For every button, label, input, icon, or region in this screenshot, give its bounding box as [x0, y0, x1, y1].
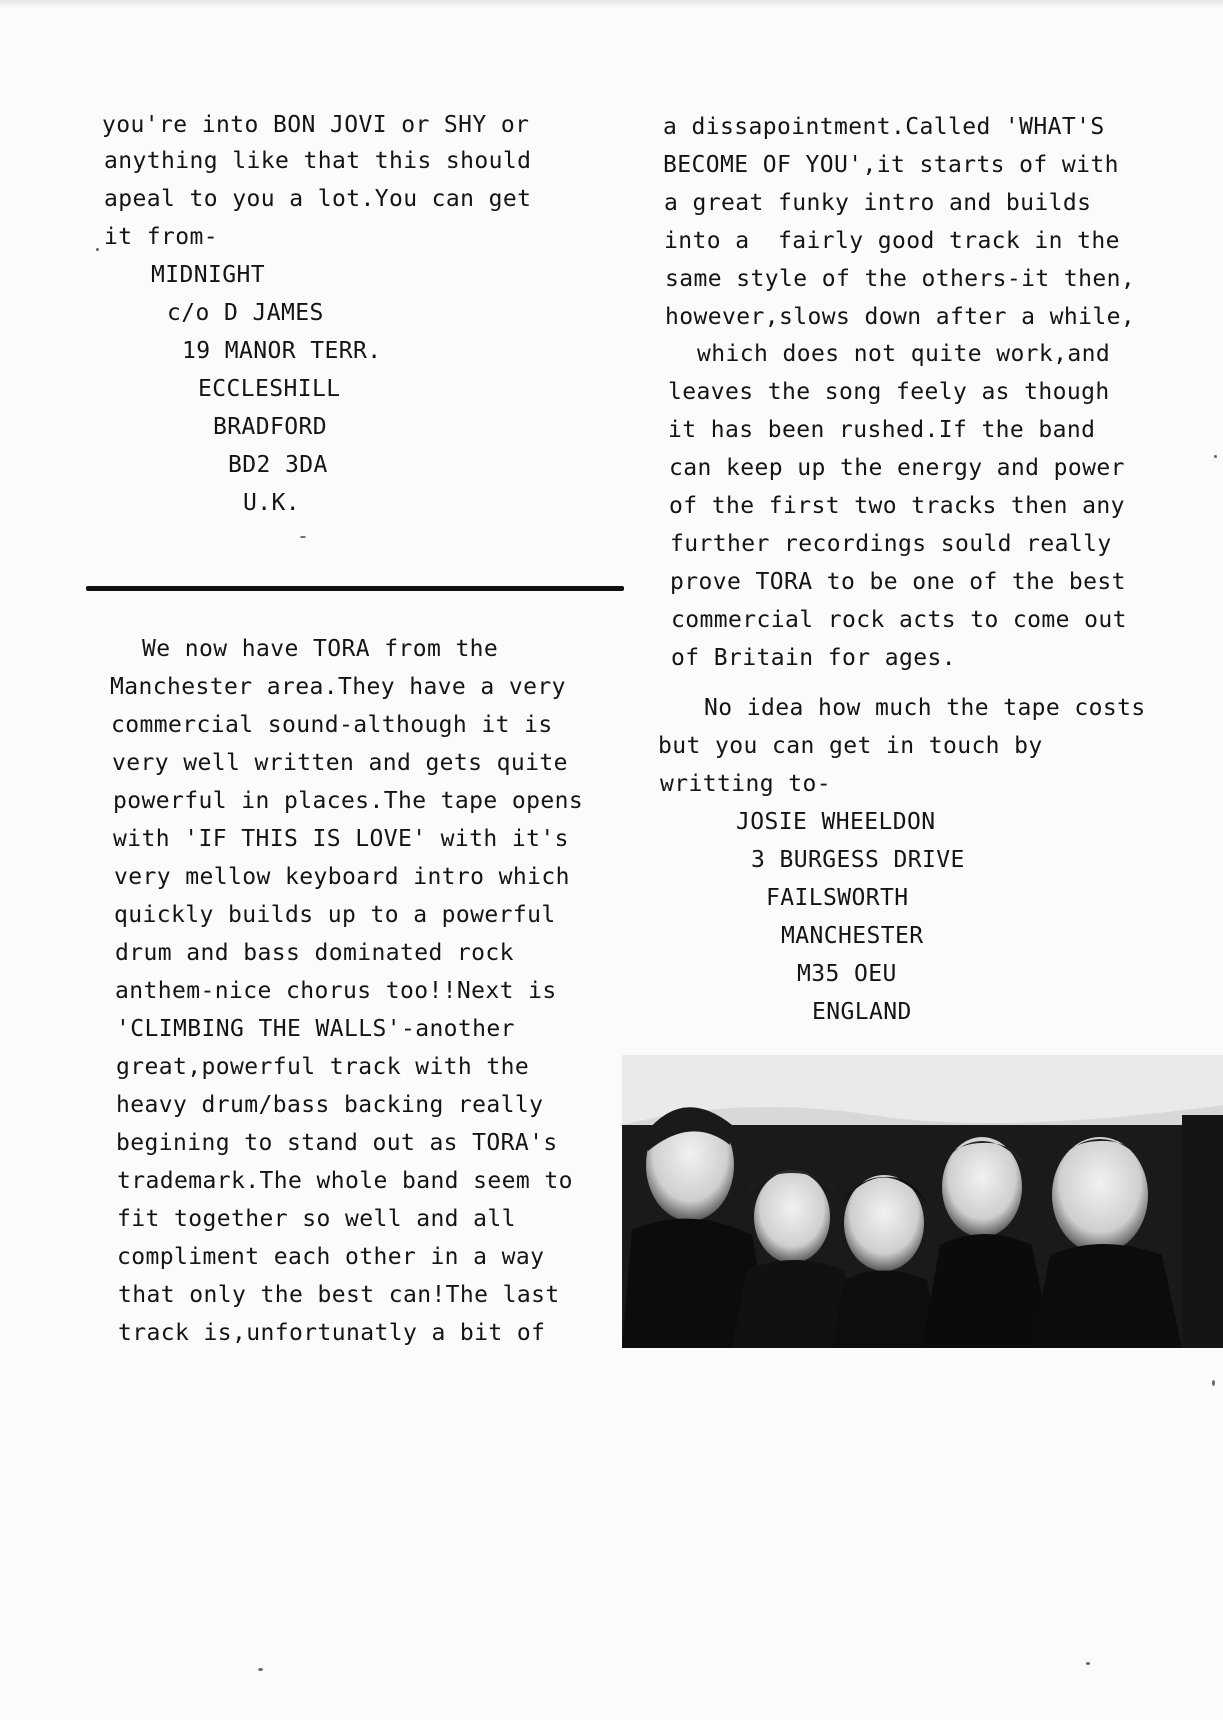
text-line: however,slows down after a while,: [665, 304, 1136, 330]
text-line: begining to stand out as TORA's: [116, 1130, 558, 1156]
text-line: heavy drum/bass backing really: [116, 1092, 544, 1118]
text-line: a dissapointment.Called 'WHAT'S: [663, 114, 1105, 140]
text-line: powerful in places.The tape opens: [113, 788, 584, 814]
address-line: BRADFORD: [213, 414, 327, 440]
text-line: We now have TORA from the: [142, 636, 499, 662]
band-photo-graphic: [622, 1055, 1223, 1348]
text-line: can keep up the energy and power: [669, 455, 1125, 481]
text-line: anthem-nice chorus too!!Next is: [115, 978, 557, 1004]
address-line: M35 OEU: [797, 961, 897, 987]
scan-speck: [1212, 1380, 1215, 1386]
address-line: JOSIE WHEELDON: [736, 809, 936, 835]
scan-speck: [1086, 1662, 1090, 1665]
address-line: 19 MANOR TERR.: [182, 338, 382, 364]
text-line: commercial sound-although it is: [111, 712, 553, 738]
text-line: which does not quite work,and: [697, 341, 1111, 367]
text-line: track is,unfortunatly a bit of: [118, 1320, 546, 1346]
text-line: No idea how much the tape costs: [704, 695, 1146, 721]
text-line: of the first two tracks then any: [669, 493, 1125, 519]
text-line: you're into BON JOVI or SHY or: [102, 112, 530, 138]
text-line: quickly builds up to a powerful: [114, 902, 556, 928]
text-line: 'CLIMBING THE WALLS'-another: [116, 1016, 515, 1042]
section-divider: [86, 586, 624, 591]
address-line: ENGLAND: [812, 999, 912, 1025]
text-line: it from-: [104, 224, 218, 250]
address-line: MIDNIGHT: [151, 262, 265, 288]
text-line: same style of the others-it then,: [665, 266, 1136, 292]
address-line: ECCLESHILL: [198, 376, 341, 402]
address-line: FAILSWORTH: [766, 885, 909, 911]
address-line: MANCHESTER: [781, 923, 924, 949]
scan-speck: [96, 248, 99, 251]
text-line: very mellow keyboard intro which: [114, 864, 570, 890]
text-line: commercial rock acts to come out: [671, 607, 1127, 633]
scan-edge: [0, 0, 1223, 8]
scan-speck: [300, 536, 306, 538]
text-line: that only the best can!The last: [118, 1282, 560, 1308]
text-line: BECOME OF YOU',it starts of with: [663, 152, 1119, 178]
text-line: drum and bass dominated rock: [115, 940, 514, 966]
text-line: compliment each other in a way: [117, 1244, 545, 1270]
address-line: c/o D JAMES: [167, 300, 324, 326]
text-line: great,powerful track with the: [116, 1054, 530, 1080]
address-line: BD2 3DA: [228, 452, 328, 478]
scan-speck: [258, 1668, 263, 1671]
text-line: with 'IF THIS IS LOVE' with it's: [113, 826, 569, 852]
text-line: trademark.The whole band seem to: [117, 1168, 573, 1194]
text-line: but you can get in touch by: [658, 733, 1043, 759]
text-line: very well written and gets quite: [112, 750, 568, 776]
text-line: apeal to you a lot.You can get: [104, 186, 532, 212]
text-line: Manchester area.They have a very: [110, 674, 566, 700]
text-line: further recordings sould really: [670, 531, 1112, 557]
text-line: it has been rushed.If the band: [668, 417, 1096, 443]
text-line: writting to-: [660, 771, 831, 797]
text-line: prove TORA to be one of the best: [670, 569, 1126, 595]
address-line: 3 BURGESS DRIVE: [751, 847, 965, 873]
text-line: leaves the song feely as though: [668, 379, 1110, 405]
text-line: into a fairly good track in the: [664, 228, 1120, 254]
scan-speck: [1214, 455, 1217, 458]
address-line: U.K.: [243, 490, 300, 516]
band-photo: [622, 1055, 1223, 1348]
text-line: fit together so well and all: [117, 1206, 516, 1232]
text-line: of Britain for ages.: [671, 645, 956, 671]
text-line: a great funky intro and builds: [664, 190, 1092, 216]
text-line: anything like that this should: [104, 148, 532, 174]
